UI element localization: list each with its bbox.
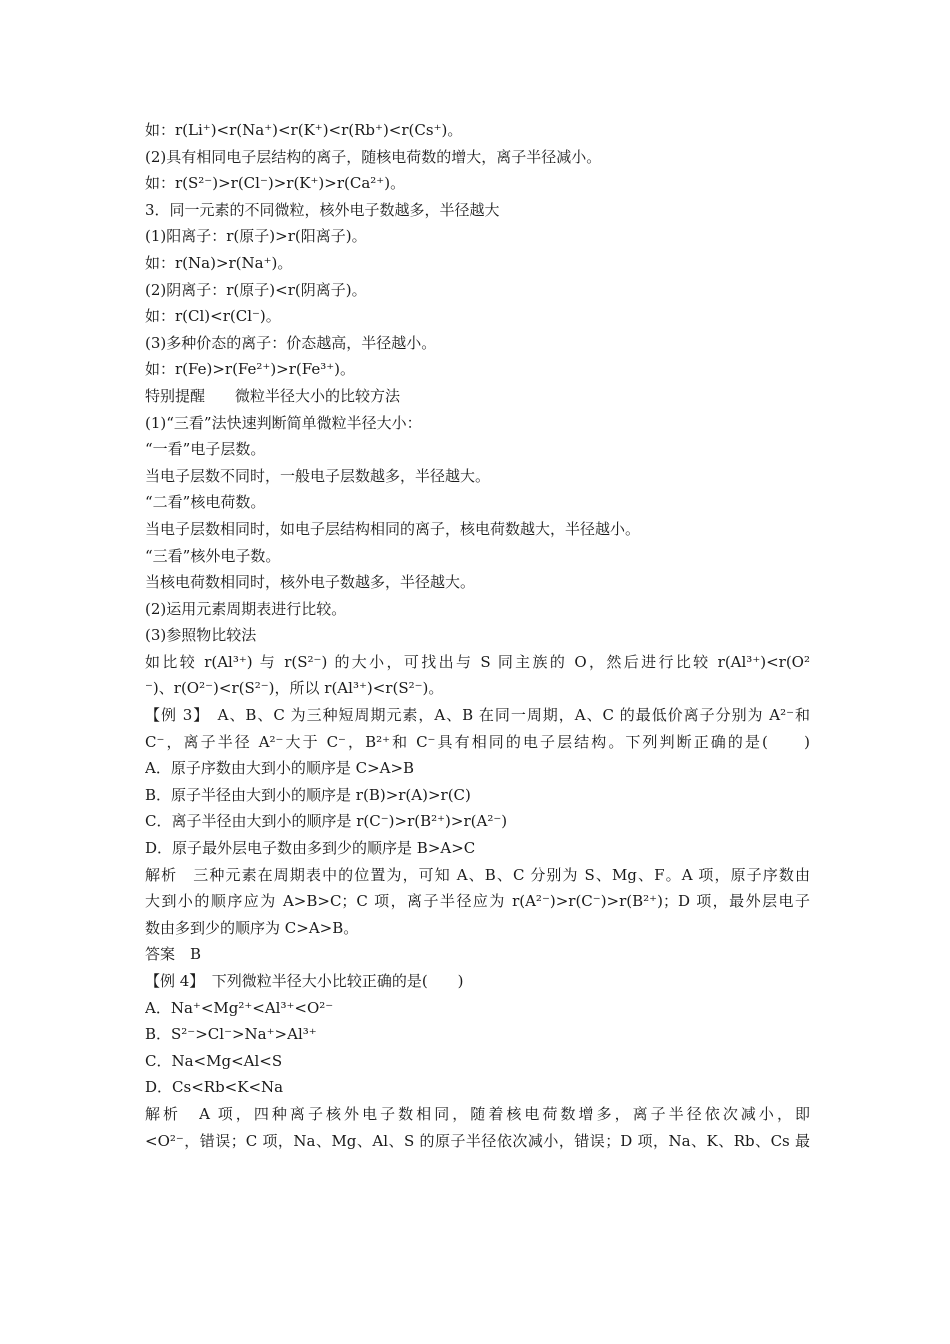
text-line: 解析 三种元素在周期表中的位置为，可知 A、B、C 分别为 S、Mg、F。A 项，原子序数由 — [145, 865, 810, 884]
text-line: B．S²⁻>Cl⁻>Na⁺>Al³⁺ — [145, 1025, 317, 1044]
text-line: 当电子层数相同时，如电子层结构相同的离子，核电荷数越大，半径越小。 — [145, 519, 641, 538]
text-line: 当核电荷数相同时，核外电子数越多，半径越大。 — [145, 573, 476, 592]
text-line: 答案 B — [145, 945, 202, 964]
text-line: D．Cs<Rb<K<Na — [145, 1078, 284, 1097]
text-line: 当电子层数不同时，一般电子层数越多，半径越大。 — [145, 466, 491, 485]
text-line: 大到小的顺序应为 A>B>C；C 项，离子半径应为 r(A²⁻)>r(C⁻)>r(B²⁺)；D 项，最外层电子 — [145, 892, 810, 911]
text-line: (3)多种价态的离子：价态越高，半径越小。 — [145, 333, 437, 352]
text-line: 【例 4】 下列微粒半径大小比较正确的是( ) — [145, 972, 464, 990]
text-line: C．Na<Mg<Al<S — [145, 1051, 283, 1070]
text-line: <O²⁻，错误；C 项，Na、Mg、Al、S 的原子半径依次减小，错误；D 项，Na、K、Rb、Cs 最 — [145, 1131, 810, 1150]
text-line: D．原子最外层电子数由多到少的顺序是 B>A>C — [145, 839, 476, 858]
text-line: (2)具有相同电子层结构的离子，随核电荷数的增大，离子半径减小。 — [145, 147, 602, 166]
text-line: C．离子半径由大到小的顺序是 r(C⁻)>r(B²⁺)>r(A²⁻) — [145, 812, 508, 831]
text-line: 如：r(Na)>r(Na⁺)。 — [145, 253, 293, 272]
document-body — [145, 117, 810, 1154]
text-line: 如：r(Li⁺)<r(Na⁺)<r(K⁺)<r(Rb⁺)<r(Cs⁺)。 — [145, 121, 463, 139]
text-line: 特别提醒 微粒半径大小的比较方法 — [145, 386, 401, 405]
text-line: “一看”电子层数。 — [145, 440, 266, 459]
text-line: 数由多到少的顺序为 C>A>B。 — [145, 918, 359, 937]
text-line: (2)阴离子：r(原子)<r(阴离子)。 — [145, 280, 367, 299]
text-line: 【例 3】 A、B、C 为三种短周期元素，A、B 在同一周期，A、C 的最低价离子分别为 A²⁻和 — [145, 706, 810, 725]
text-line: A．Na⁺<Mg²⁺<Al³⁺<O²⁻ — [145, 998, 334, 1017]
text-line: 如：r(Cl)<r(Cl⁻)。 — [145, 307, 281, 326]
text-line: 如：r(S²⁻)>r(Cl⁻)>r(K⁺)>r(Ca²⁺)。 — [145, 174, 406, 193]
text-line: A．原子序数由大到小的顺序是 C>A>B — [145, 759, 415, 778]
text-line: “三看”核外电子数。 — [145, 546, 281, 565]
text-line: (2)运用元素周期表进行比较。 — [145, 599, 347, 618]
text-line: C⁻，离子半径 A²⁻大于 C⁻，B²⁺和 C⁻具有相同的电子层结构。下列判断正确的是( ) — [145, 732, 810, 751]
text-line: 如：r(Fe)>r(Fe²⁺)>r(Fe³⁺)。 — [145, 360, 356, 379]
text-line: 3．同一元素的不同微粒，核外电子数越多，半径越大 — [145, 200, 500, 219]
text-line: ⁻)、r(O²⁻)<r(S²⁻)，所以 r(Al³⁺)<r(S²⁻)。 — [145, 679, 444, 698]
text-line: B．原子半径由大到小的顺序是 r(B)>r(A)>r(C) — [145, 785, 471, 804]
text-line: (1)“三看”法快速判断简单微粒半径大小： — [145, 413, 422, 432]
text-line: “二看”核电荷数。 — [145, 493, 266, 512]
text-line: 解析 A 项，四种离子核外电子数相同，随着核电荷数增多，离子半径依次减小，即 — [145, 1104, 810, 1123]
text-line: (3)参照物比较法 — [145, 626, 257, 645]
text-line: 如比较 r(Al³⁺) 与 r(S²⁻) 的大小，可找出与 S 同主族的 O，然后进行比较 r(Al³⁺)<r(O² — [145, 652, 810, 671]
text-line: (1)阳离子：r(原子)>r(阳离子)。 — [145, 227, 367, 246]
